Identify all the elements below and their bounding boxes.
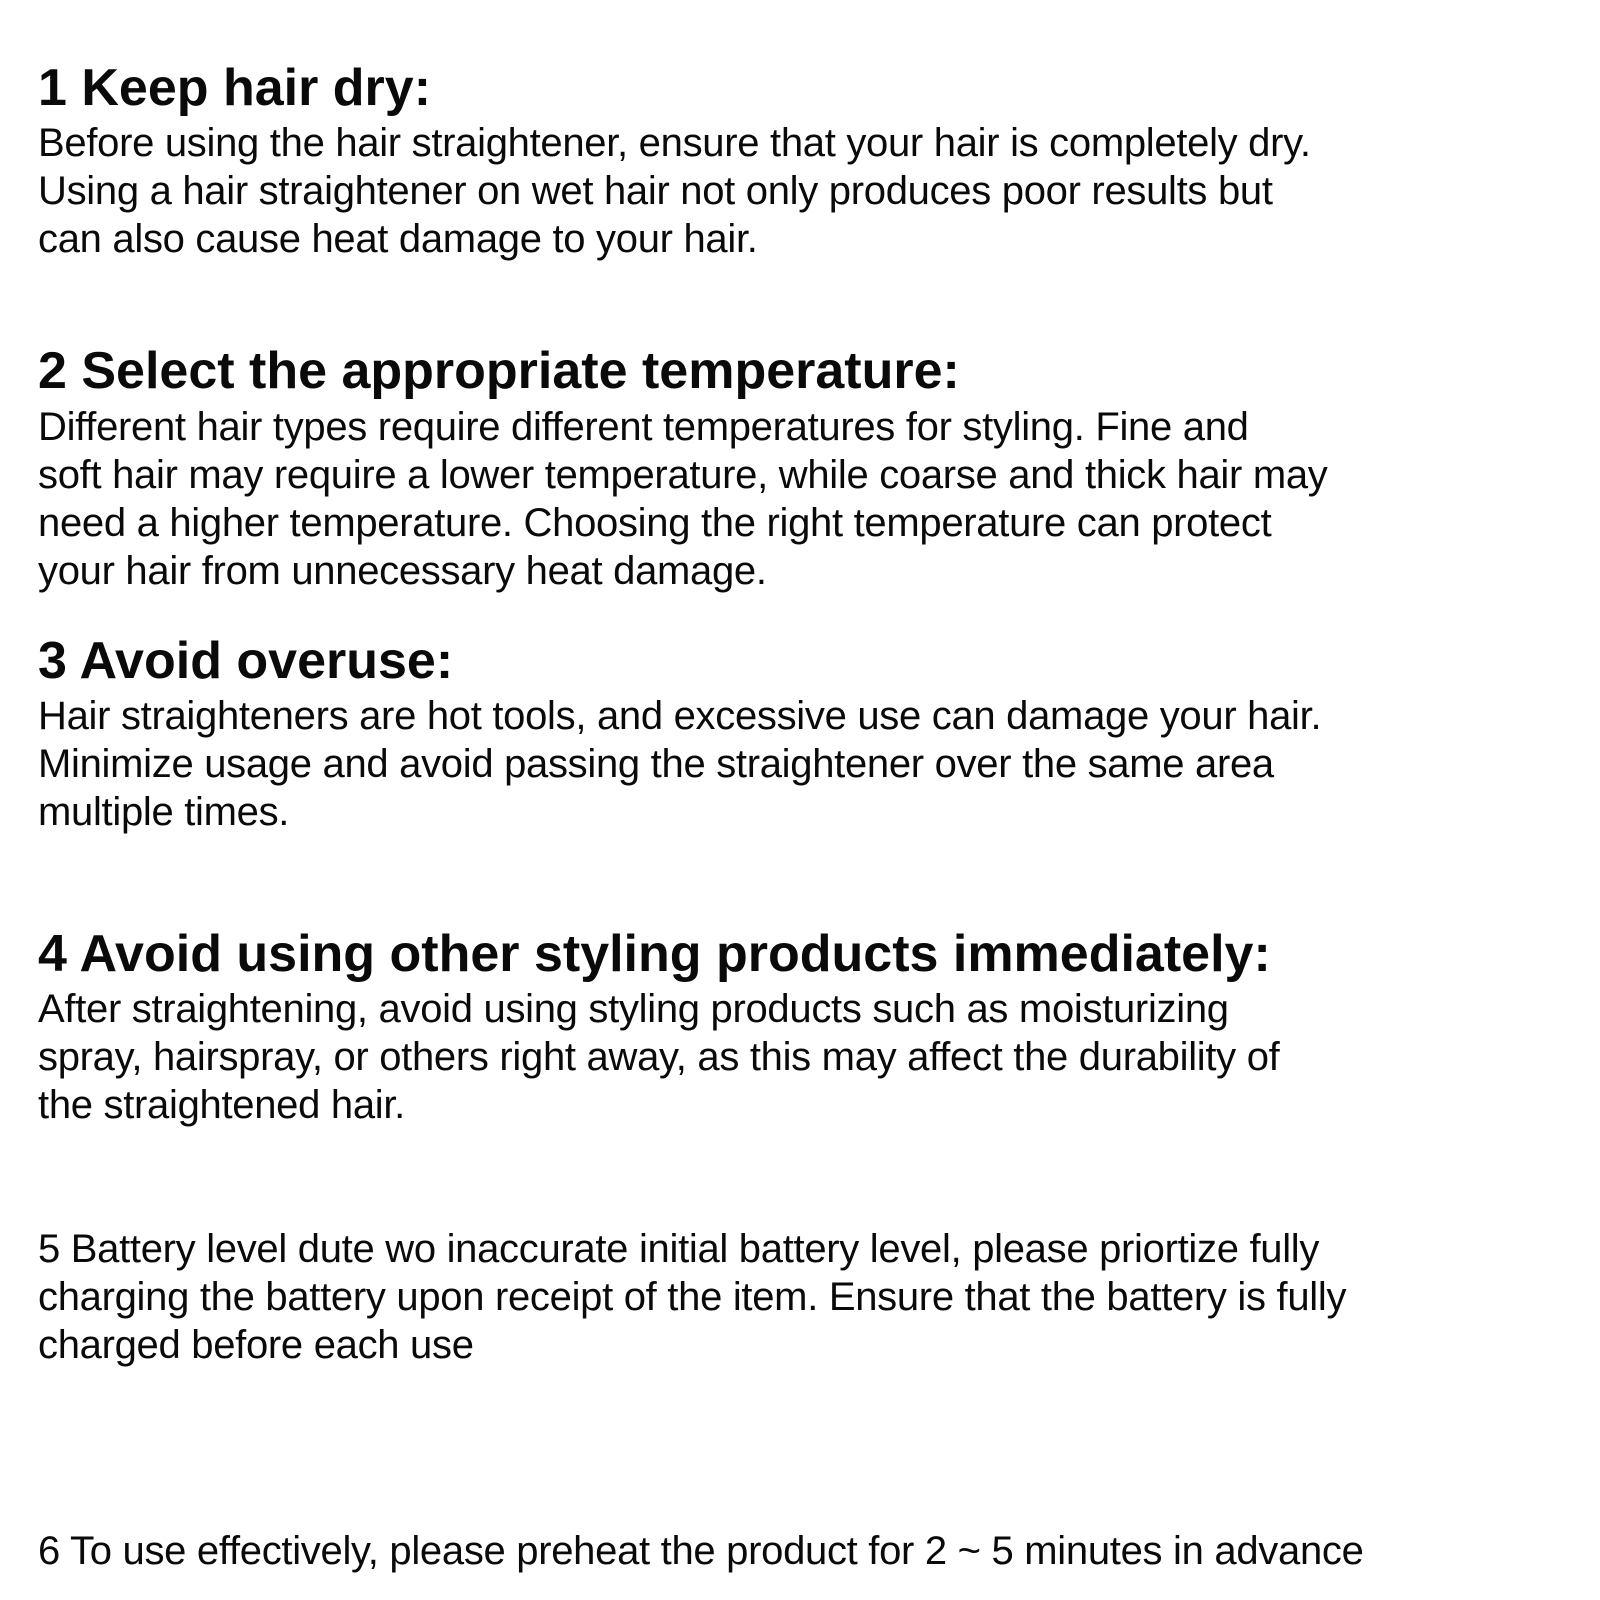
body-line: Different hair types require different temperatures for styling. Fine and	[38, 404, 1249, 449]
body-line: multiple times.	[38, 790, 290, 835]
section-avoid-styling-products	[38, 924, 1560, 1129]
body-line: After straightening, avoid using styling products such as moisturizing	[38, 987, 1229, 1032]
body-line: Before using the hair straightener, ensure that your hair is completely dry.	[38, 121, 1311, 166]
section-5-body	[38, 1225, 1560, 1369]
body-line: Hair straighteners are hot tools, and excessive use can damage your hair.	[38, 694, 1322, 739]
section-avoid-overuse	[38, 631, 1560, 836]
section-6-body	[38, 1527, 1560, 1575]
body-line: spray, hairspray, or others right away, as this may affect the durability of	[38, 1035, 1280, 1080]
section-battery-level	[38, 1225, 1560, 1369]
section-1-body	[38, 119, 1560, 263]
section-preheat	[38, 1527, 1560, 1575]
body-line: 5 Battery level dute wo inaccurate initial battery level, please priortize fully	[38, 1227, 1320, 1272]
body-line: charged before each use	[38, 1323, 474, 1368]
section-2-heading: 2 Select the appropriate temperature:	[38, 342, 960, 401]
body-line: can also cause heat damage to your hair.	[38, 217, 758, 262]
section-keep-hair-dry	[38, 58, 1560, 263]
section-3-heading: 3 Avoid overuse:	[38, 631, 454, 690]
body-line: Using a hair straightener on wet hair not only produces poor results but	[38, 169, 1273, 214]
section-4-heading: 4 Avoid using other styling products immediately:	[38, 925, 1271, 984]
body-line: Minimize usage and avoid passing the straightener over the same area	[38, 742, 1274, 787]
body-line: the straightened hair.	[38, 1083, 405, 1128]
section-2-body	[38, 403, 1560, 595]
section-select-temperature	[38, 341, 1560, 594]
body-line: need a higher temperature. Choosing the right temperature can protect	[38, 500, 1272, 545]
section-4-body	[38, 985, 1560, 1129]
section-1-heading: 1 Keep hair dry:	[38, 59, 432, 117]
body-line: 6 To use effectively, please preheat the product for 2 ~ 5 minutes in advance	[38, 1529, 1364, 1574]
body-line: soft hair may require a lower temperature, while coarse and thick hair may	[38, 452, 1328, 497]
body-line: your hair from unnecessary heat damage.	[38, 548, 767, 593]
section-3-body	[38, 692, 1560, 836]
body-line: charging the battery upon receipt of the item. Ensure that the battery is fully	[38, 1275, 1347, 1320]
